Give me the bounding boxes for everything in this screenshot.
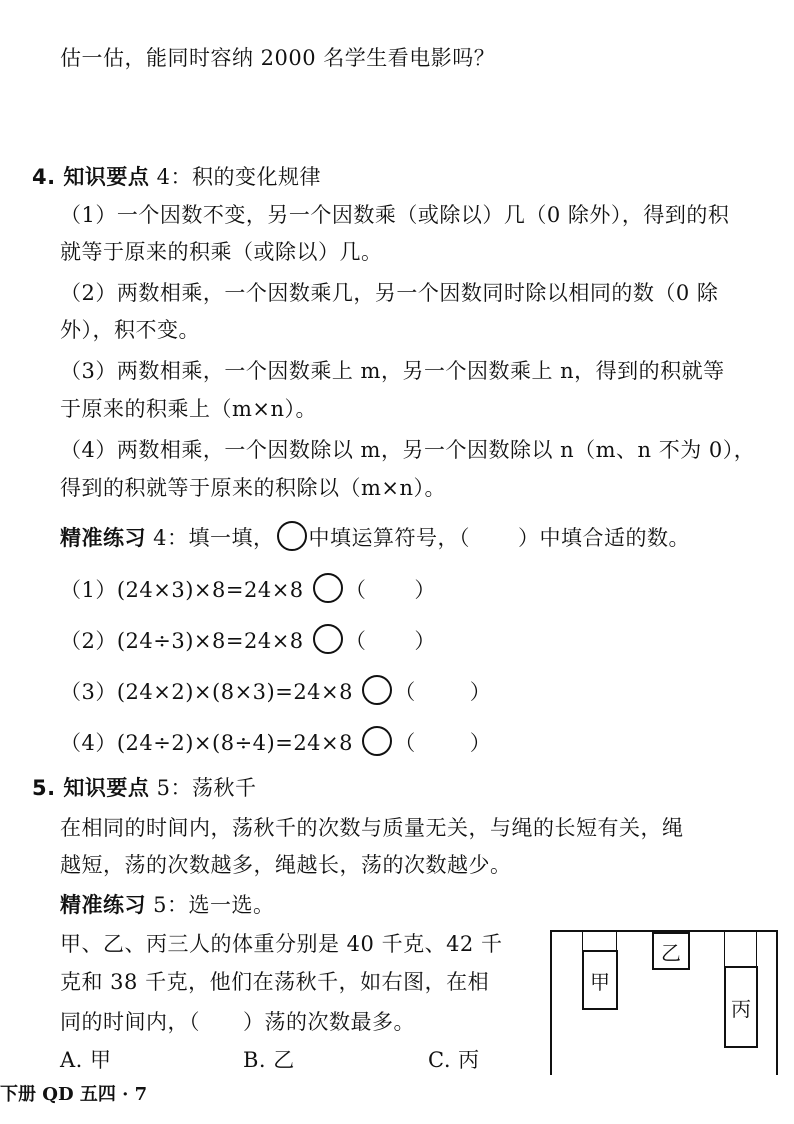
- rule-line: （1）一个因数不变，另一个因数乘（或除以）几（0 除外），得到的积: [60, 203, 730, 227]
- paren-close: ）: [414, 578, 436, 602]
- exercise-expression: （3）(24×2)×(8×3)=24×8: [60, 680, 353, 704]
- exercise-item: [60, 675, 491, 707]
- practice5-instruction: [60, 890, 275, 920]
- exercise-expression: （2）(24÷3)×8=24×8: [60, 629, 304, 653]
- page-footer: 下册 QD 五四 · 7: [0, 1084, 148, 1105]
- person-yi-box: 乙: [652, 932, 690, 970]
- paren-close: ）: [414, 629, 436, 653]
- swing-figure: [550, 930, 778, 1075]
- question-line: 甲、乙、丙三人的体重分别是 40 千克、42 千: [60, 932, 503, 956]
- practice5-label: 精准练习: [60, 893, 146, 917]
- question-line: 克和 38 千克，他们在荡秋千，如右图，在相: [60, 970, 490, 994]
- paren-open: （: [344, 578, 367, 602]
- swing-rope: [724, 930, 725, 966]
- rule-line: （2）两数相乘，一个因数乘几，另一个因数同时除以相同的数（0 除: [60, 281, 719, 305]
- swing-rope: [756, 930, 757, 966]
- practice4-text-a: 4：填一填，: [146, 526, 275, 550]
- swing-frame-right-post: [776, 930, 778, 1075]
- operator-blank-circle[interactable]: [313, 624, 343, 654]
- paren-close: ）: [469, 731, 492, 755]
- person-jia-box: 甲: [582, 950, 618, 1010]
- section5-heading: [32, 773, 256, 803]
- exercise-item: [60, 624, 436, 656]
- paren-close: ）: [469, 680, 492, 704]
- rule-line: 得到的积就等于原来的积除以（m×n）。: [60, 476, 447, 500]
- operator-blank-circle[interactable]: [313, 573, 343, 603]
- paren-open: （: [394, 680, 416, 704]
- paren-open: （: [394, 731, 416, 755]
- swing-rope: [616, 930, 617, 950]
- rule-line: 越短，荡的次数越多，绳越长，荡的次数越少。: [60, 853, 512, 877]
- person-bing-box: 丙: [724, 966, 758, 1048]
- paren-open: （: [344, 629, 367, 653]
- practice4-instruction: [60, 521, 690, 553]
- swing-rope: [582, 930, 583, 950]
- section4-heading: [32, 162, 321, 192]
- operator-blank-circle[interactable]: [362, 726, 392, 756]
- rule-line: 外），积不变。: [60, 318, 200, 342]
- option-a[interactable]: A. 甲: [60, 1048, 112, 1072]
- section4-heading-title: 4：积的变化规律: [149, 165, 321, 189]
- question-line: 同的时间内，（ ）荡的次数最多。: [60, 1010, 415, 1034]
- option-b[interactable]: B. 乙: [243, 1048, 295, 1072]
- rule-line: （4）两数相乘，一个因数除以 m，另一个因数除以 n（m、n 不为 0），: [60, 438, 756, 462]
- section4-heading-label: 4. 知识要点: [32, 165, 150, 189]
- option-c[interactable]: C. 丙: [428, 1048, 480, 1072]
- operator-blank-circle[interactable]: [362, 675, 392, 705]
- rule-line: 就等于原来的积乘（或除以）几。: [60, 240, 383, 264]
- exercise-item: [60, 573, 436, 605]
- section5-heading-label: 5. 知识要点: [32, 776, 150, 800]
- rule-line: （3）两数相乘，一个因数乘上 m，另一个因数乘上 n，得到的积就等: [60, 359, 725, 383]
- exercise-expression: （1）(24×3)×8=24×8: [60, 578, 304, 602]
- practice4-label: 精准练习: [60, 526, 146, 550]
- swing-frame-left-post: [550, 930, 552, 1075]
- rule-line: 在相同的时间内，荡秋千的次数与质量无关，与绳的长短有关，绳: [60, 816, 684, 840]
- section5-heading-title: 5：荡秋千: [149, 776, 257, 800]
- practice4-text-b: 中填运算符号，（: [308, 526, 471, 550]
- exercise-item: [60, 726, 491, 758]
- practice5-text: 5：选一选。: [146, 893, 275, 917]
- operator-circle-icon: [277, 521, 307, 551]
- exercise-expression: （4）(24÷2)×(8÷4)=24×8: [60, 731, 353, 755]
- rule-line: 于原来的积乘上（m×n）。: [60, 397, 318, 421]
- practice4-text-c: ）中填合适的数。: [518, 526, 691, 550]
- top-question: 估一估，能同时容纳 2000 名学生看电影吗？: [60, 46, 496, 70]
